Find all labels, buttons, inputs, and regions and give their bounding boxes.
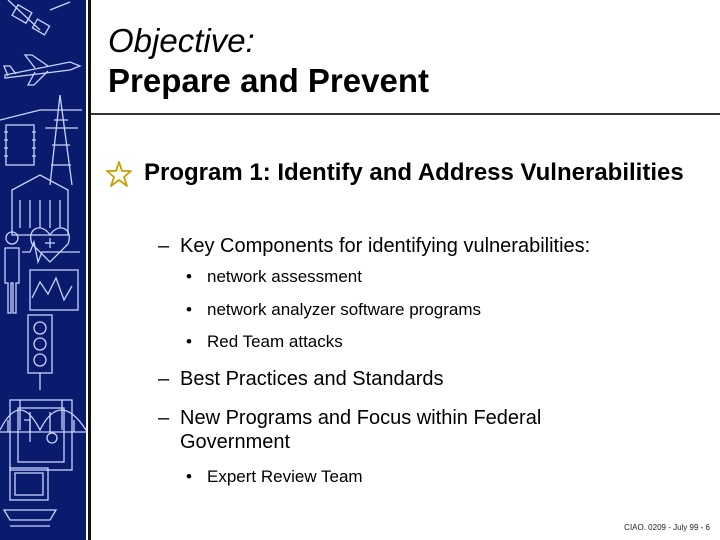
sidebar-illustration-strip <box>0 0 86 540</box>
bullet-text: Best Practices and Standards <box>180 368 444 390</box>
dot-marker: • <box>186 300 192 319</box>
dot-marker: • <box>186 332 192 351</box>
sub-bullet-red-team <box>186 332 343 352</box>
dash-marker: – <box>158 407 170 429</box>
bridge-icon <box>0 400 86 432</box>
dash-marker: – <box>158 235 170 257</box>
power-tower-icon <box>0 95 82 185</box>
sub-bullet-expert-review <box>186 467 363 487</box>
dash-marker: – <box>158 368 170 390</box>
computer-icon <box>4 468 56 526</box>
bullet-key-components <box>158 234 678 258</box>
infrastructure-line-art <box>0 0 86 540</box>
sub-bullet-analyzer-software <box>186 300 481 320</box>
heartbeat-line <box>22 242 80 262</box>
airplane-icon <box>4 55 80 85</box>
sub-bullet-text: network assessment <box>207 267 362 286</box>
chart-icon <box>30 270 78 310</box>
slide-title-objective: Objective: <box>108 22 255 59</box>
bullet-new-programs <box>158 406 628 454</box>
building-icon <box>12 175 68 235</box>
bullet-text: New Programs and Focus within Federal Government <box>180 407 542 453</box>
traffic-light-icon <box>28 315 52 390</box>
title-divider <box>91 113 720 115</box>
bullet-best-practices <box>158 367 678 391</box>
sub-bullet-text: Red Team attacks <box>207 332 343 351</box>
satellite-icon <box>8 0 70 35</box>
slide-title-main: Prepare and Prevent <box>108 62 429 99</box>
sidebar-divider <box>88 0 91 540</box>
dot-marker: • <box>186 467 192 486</box>
bullet-text: Key Components for identifying vulnerabilities: <box>180 235 591 257</box>
dot-marker: • <box>186 267 192 286</box>
sub-bullet-network-assessment <box>186 267 362 287</box>
star-outline-icon <box>105 160 133 188</box>
circuit-icon <box>4 125 36 165</box>
person-icon <box>5 232 19 313</box>
slide-footer: CIAO. 0209 - July 99 - 6 <box>624 523 710 532</box>
sub-bullet-text: Expert Review Team <box>207 467 363 486</box>
program-heading: Program 1: Identify and Address Vulnerabilities <box>144 159 684 186</box>
sub-bullet-text: network analyzer software programs <box>207 300 482 319</box>
